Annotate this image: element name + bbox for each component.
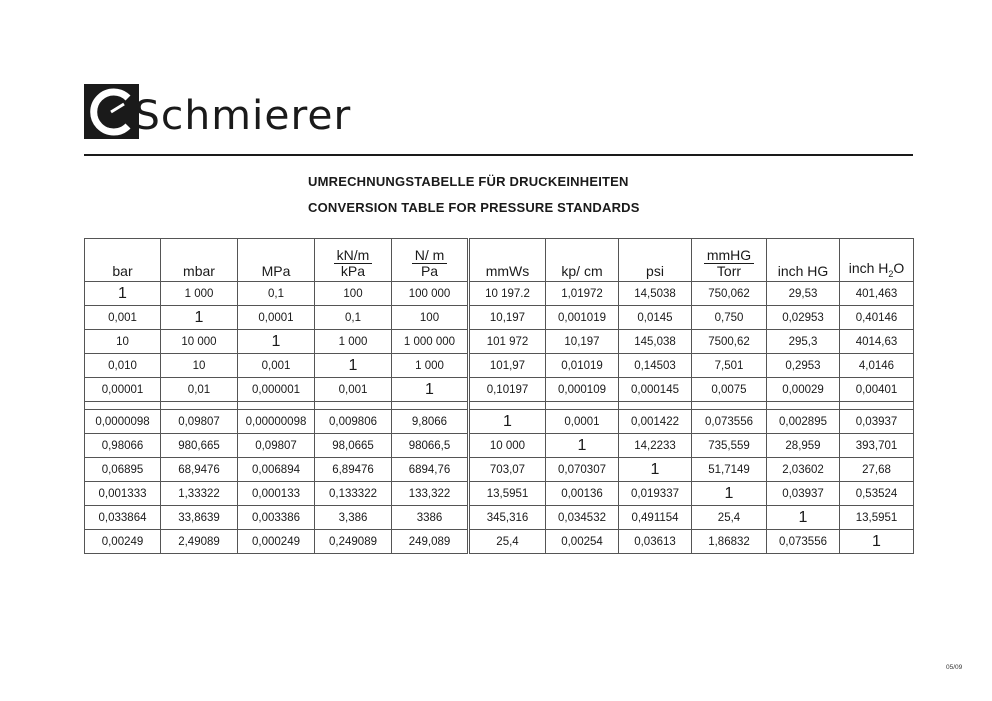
table-cell: 100 000 — [392, 282, 469, 306]
table-cell: 0,01019 — [546, 354, 619, 378]
table-cell: 28,959 — [767, 434, 840, 458]
table-cell: 0,0001 — [546, 410, 619, 434]
table-cell: 13,5951 — [840, 506, 914, 530]
table-cell: 101,97 — [469, 354, 546, 378]
header-row — [85, 239, 914, 282]
table-cell: 33,8639 — [161, 506, 238, 530]
table-cell: 0,001333 — [85, 482, 161, 506]
table-cell: 3386 — [392, 506, 469, 530]
table-cell: 0,019337 — [619, 482, 692, 506]
table-cell: 0,09807 — [238, 434, 315, 458]
table-row — [85, 378, 914, 402]
spacer-cell — [469, 402, 546, 410]
table-cell: 0,491154 — [619, 506, 692, 530]
table-cell: 0,073556 — [692, 410, 767, 434]
table-cell: 0,00401 — [840, 378, 914, 402]
table-cell: 0,09807 — [161, 410, 238, 434]
table-cell: 10 197.2 — [469, 282, 546, 306]
table-cell: 100 — [392, 306, 469, 330]
table-cell: 0,006894 — [238, 458, 315, 482]
spacer-cell — [238, 402, 315, 410]
table-cell: 25,4 — [469, 530, 546, 554]
table-cell: 0,000249 — [238, 530, 315, 554]
table-cell: 0,009806 — [315, 410, 392, 434]
table-cell: 0,000109 — [546, 378, 619, 402]
table-row — [85, 506, 914, 530]
table-cell: 1 000 — [392, 354, 469, 378]
table-cell: 7,501 — [692, 354, 767, 378]
table-cell: 0,034532 — [546, 506, 619, 530]
unit-label: mbar — [183, 263, 215, 279]
table-cell: 0,249089 — [315, 530, 392, 554]
table-cell: 295,3 — [767, 330, 840, 354]
table-cell: 1 — [840, 530, 914, 554]
table-cell: 1 — [161, 306, 238, 330]
table-cell: 0,02953 — [767, 306, 840, 330]
table-row — [85, 482, 914, 506]
table-cell: 14,5038 — [619, 282, 692, 306]
table-row — [85, 330, 914, 354]
unit-label: inch HG — [777, 263, 829, 279]
table-cell: 0,033864 — [85, 506, 161, 530]
table-cell: 0,03937 — [767, 482, 840, 506]
unit-label: psi — [646, 263, 664, 279]
table-cell: 0,003386 — [238, 506, 315, 530]
table-cell: 0,14503 — [619, 354, 692, 378]
table-cell: 0,0001 — [238, 306, 315, 330]
table-cell: 4014,63 — [840, 330, 914, 354]
table-cell: 0,00029 — [767, 378, 840, 402]
table-cell: 1 000 000 — [392, 330, 469, 354]
table-cell: 0,00249 — [85, 530, 161, 554]
table-cell: 98,0665 — [315, 434, 392, 458]
table-cell: 68,9476 — [161, 458, 238, 482]
unit-numerator: mmHG — [704, 248, 754, 264]
table-cell: 0,53524 — [840, 482, 914, 506]
table-cell: 1 — [546, 434, 619, 458]
table-cell: 0,001 — [238, 354, 315, 378]
spacer-cell — [619, 402, 692, 410]
table-cell: 98066,5 — [392, 434, 469, 458]
table-cell: 0,1 — [315, 306, 392, 330]
table-cell: 29,53 — [767, 282, 840, 306]
table-cell: 1 — [238, 330, 315, 354]
table-cell: 0,98066 — [85, 434, 161, 458]
table-cell: 0,06895 — [85, 458, 161, 482]
table-cell: 9,8066 — [392, 410, 469, 434]
unit-label: MPa — [261, 263, 291, 279]
table-cell: 0,133322 — [315, 482, 392, 506]
column-header — [692, 239, 767, 282]
table-cell: 4,0146 — [840, 354, 914, 378]
table-cell: 0,1 — [238, 282, 315, 306]
spacer-cell — [315, 402, 392, 410]
table-cell: 1 — [767, 506, 840, 530]
table-spacer-row — [85, 402, 914, 410]
column-header — [392, 239, 469, 282]
column-header — [161, 239, 238, 282]
table-cell: 0,0000098 — [85, 410, 161, 434]
unit-label: mmWs — [485, 263, 530, 279]
table-cell: 1 — [315, 354, 392, 378]
document-code: 05/09 — [946, 664, 963, 671]
table-cell: 10 — [161, 354, 238, 378]
table-cell: 0,00136 — [546, 482, 619, 506]
column-header — [767, 239, 840, 282]
table-cell: 0,40146 — [840, 306, 914, 330]
table-row — [85, 306, 914, 330]
table-cell: 1 000 — [161, 282, 238, 306]
unit-fraction — [334, 248, 373, 279]
unit-fraction — [704, 248, 754, 279]
table-cell: 249,089 — [392, 530, 469, 554]
table-cell: 0,001 — [315, 378, 392, 402]
table-cell: 2,49089 — [161, 530, 238, 554]
table-cell: 10,197 — [546, 330, 619, 354]
column-header — [315, 239, 392, 282]
table-cell: 0,000001 — [238, 378, 315, 402]
table-cell: 0,2953 — [767, 354, 840, 378]
table-cell: 27,68 — [840, 458, 914, 482]
column-header — [546, 239, 619, 282]
table-cell: 1 — [392, 378, 469, 402]
table-cell: 703,07 — [469, 458, 546, 482]
table-cell: 6894,76 — [392, 458, 469, 482]
table-cell: 393,701 — [840, 434, 914, 458]
table-cell: 25,4 — [692, 506, 767, 530]
table-cell: 0,073556 — [767, 530, 840, 554]
column-header — [840, 239, 914, 282]
table-cell: 0,010 — [85, 354, 161, 378]
spacer-cell — [840, 402, 914, 410]
table-cell: 750,062 — [692, 282, 767, 306]
unit-denominator: kPa — [340, 263, 366, 279]
gauge-logo-icon — [84, 84, 139, 139]
table-cell: 1,86832 — [692, 530, 767, 554]
spacer-cell — [161, 402, 238, 410]
table-cell: 145,038 — [619, 330, 692, 354]
table-cell: 0,750 — [692, 306, 767, 330]
table-cell: 980,665 — [161, 434, 238, 458]
unit-denominator: Pa — [420, 263, 439, 279]
table-cell: 100 — [315, 282, 392, 306]
table-cell: 7500,62 — [692, 330, 767, 354]
unit-label: kp/ cm — [561, 263, 603, 279]
table-cell: 0,070307 — [546, 458, 619, 482]
column-header — [85, 239, 161, 282]
table-cell: 0,000145 — [619, 378, 692, 402]
table-cell: 1 000 — [315, 330, 392, 354]
spacer-cell — [392, 402, 469, 410]
table-cell: 345,316 — [469, 506, 546, 530]
schmierer-logo — [84, 84, 354, 140]
spacer-cell — [85, 402, 161, 410]
table-cell: 133,322 — [392, 482, 469, 506]
table-cell: 735,559 — [692, 434, 767, 458]
table-cell: 1 — [469, 410, 546, 434]
table-cell: 1 — [692, 482, 767, 506]
unit-label: inch $H_2O$ — [848, 260, 905, 279]
table-cell: 6,89476 — [315, 458, 392, 482]
table-cell: 401,463 — [840, 282, 914, 306]
table-cell: 0,01 — [161, 378, 238, 402]
table-row — [85, 410, 914, 434]
table-row — [85, 282, 914, 306]
spacer-cell — [546, 402, 619, 410]
table-cell: 2,03602 — [767, 458, 840, 482]
table-cell: 0,03937 — [840, 410, 914, 434]
table-row — [85, 530, 914, 554]
table-cell: 51,7149 — [692, 458, 767, 482]
unit-denominator: Torr — [716, 263, 742, 279]
table-row — [85, 354, 914, 378]
conversion-table — [84, 238, 914, 554]
spacer-cell — [767, 402, 840, 410]
table-cell: 3,386 — [315, 506, 392, 530]
table-cell: 1,33322 — [161, 482, 238, 506]
table-cell: 101 972 — [469, 330, 546, 354]
table-cell: 14,2233 — [619, 434, 692, 458]
table-cell: 0,10197 — [469, 378, 546, 402]
table-cell: 10,197 — [469, 306, 546, 330]
table-cell: 1 — [85, 282, 161, 306]
table-body — [85, 282, 914, 554]
spacer-cell — [692, 402, 767, 410]
table-cell: 0,00001 — [85, 378, 161, 402]
table-cell: 0,00254 — [546, 530, 619, 554]
column-header — [238, 239, 315, 282]
table-row — [85, 434, 914, 458]
logo-wordmark: Schmierer — [134, 93, 352, 139]
table-cell: 0,001019 — [546, 306, 619, 330]
table-cell: 0,001 — [85, 306, 161, 330]
unit-label: bar — [112, 263, 133, 279]
table-cell: 10 — [85, 330, 161, 354]
title-german: UMRECHNUNGSTABELLE FÜR DRUCKEINHEITEN — [308, 174, 629, 189]
table-cell: 0,0145 — [619, 306, 692, 330]
table-cell: 10 000 — [469, 434, 546, 458]
table-cell: 10 000 — [161, 330, 238, 354]
table-cell: 0,03613 — [619, 530, 692, 554]
unit-fraction — [412, 248, 448, 279]
table-cell: 1,01972 — [546, 282, 619, 306]
header-rule — [84, 154, 913, 156]
table-cell: 0,002895 — [767, 410, 840, 434]
unit-numerator: N/ m — [412, 248, 448, 264]
table-cell: 13,5951 — [469, 482, 546, 506]
table-cell: 0,00000098 — [238, 410, 315, 434]
title-english: CONVERSION TABLE FOR PRESSURE STANDARDS — [308, 200, 640, 215]
table-row — [85, 458, 914, 482]
table-cell: 0,001422 — [619, 410, 692, 434]
table-cell: 1 — [619, 458, 692, 482]
table-cell: 0,000133 — [238, 482, 315, 506]
column-header — [469, 239, 546, 282]
unit-numerator: kN/m — [334, 248, 373, 264]
column-header — [619, 239, 692, 282]
table-cell: 0,0075 — [692, 378, 767, 402]
